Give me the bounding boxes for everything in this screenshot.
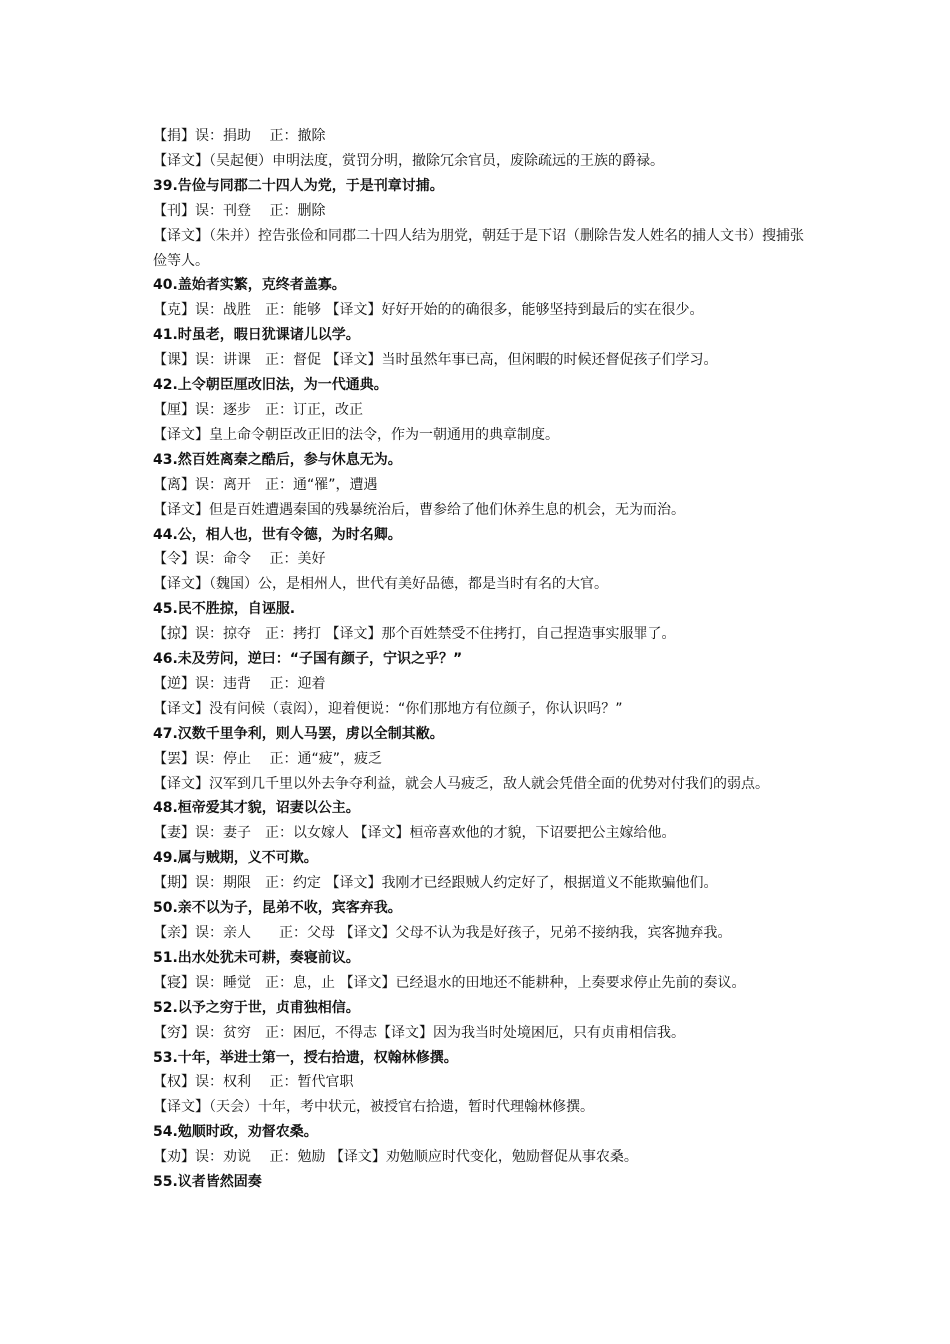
- entry-line: 【厘】误：逐步 正：订正，改正: [153, 401, 363, 418]
- document-body: [153, 124, 808, 1195]
- entry-line: 【课】误：讲课 正：督促 【译文】当时虽然年事已高，但闲暇的时候还督促孩子们学习。: [153, 352, 718, 369]
- sentence-heading: 55.议者皆然固奏: [153, 1174, 262, 1191]
- entry-line: 【劝】误：劝说 正：勉励 【译文】劝勉顺应时代变化，勉励督促从事农桑。: [153, 1149, 638, 1166]
- translation-line: 【译文】（天会）十年，考中状元，被授官右拾遗，暂时代理翰林修撰。: [153, 1099, 594, 1116]
- sentence-heading: 42.上令朝臣厘改旧法，为一代通典。: [153, 377, 388, 394]
- entry-line: 【克】误：战胜 正：能够 【译文】好好开始的的确很多，能够坚持到最后的实在很少。: [153, 302, 704, 319]
- entry-line: 【离】误：离开 正：通“罹”，遭遇: [153, 476, 378, 493]
- entry-line: 【令】误：命令 正：美好: [153, 551, 326, 568]
- translation-line: 【译文】但是百姓遭遇秦国的残暴统治后，曹参给了他们休养生息的机会，无为而治。: [153, 501, 685, 518]
- sentence-heading: 54.勉顺时政，劝督农桑。: [153, 1124, 318, 1141]
- entry-line: 【权】误：权利 正：暂代官职: [153, 1074, 354, 1091]
- entry-line: 【捐】误：捐助 正：撤除: [153, 128, 326, 144]
- sentence-heading: 41.时虽老，暇日犹课诸儿以学。: [153, 327, 360, 344]
- entry-line: 【逆】误：违背 正：迎着: [153, 675, 326, 692]
- sentence-heading: 53.十年，举进士第一，授右拾遗，权翰林修撰。: [153, 1049, 458, 1066]
- entry-line: 【寝】误：睡觉 正：息，止 【译文】已经退水的田地还不能耕种，上奏要求停止先前的奏议。: [153, 974, 746, 991]
- sentence-heading: 46.未及劳问，逆曰：“子国有颜子，宁识之乎？”: [153, 651, 463, 668]
- entry-line: 【期】误：期限 正：约定 【译文】我刚才已经跟贼人约定好了，根据道义不能欺骗他们。: [153, 875, 718, 892]
- sentence-heading: 50.亲不以为子，昆弟不收，宾客弃我。: [153, 900, 402, 917]
- sentence-heading: 44.公，相人也，世有令德，为时名卿。: [153, 526, 402, 543]
- sentence-heading: 43.然百姓离秦之酷后，参与休息无为。: [153, 451, 402, 468]
- sentence-heading: 47.汉数千里争利，则人马罢，虏以全制其敝。: [153, 725, 444, 742]
- translation-line: 【译文】（魏国）公，是相州人，世代有美好品德，都是当时有名的大官。: [153, 576, 608, 593]
- sentence-heading: 48.桓帝爱其才貌，诏妻以公主。: [153, 800, 360, 817]
- entry-line: 【穷】误：贫穷 正：困厄，不得志【译文】因为我当时处境困厄，只有贞甫相信我。: [153, 1024, 685, 1041]
- entry-line: 【罢】误：停止 正：通“疲”，疲乏: [153, 750, 382, 767]
- sentence-heading: 51.出水处犹未可耕，奏寝前议。: [153, 949, 360, 966]
- translation-line: 【译文】皇上命令朝臣改正旧的法令，作为一朝通用的典章制度。: [153, 426, 559, 443]
- entry-line: 【掠】误：掠夺 正：拷打 【译文】那个百姓禁受不住拷打，自己捏造事实服罪了。: [153, 626, 676, 643]
- translation-line: 【译文】（朱并）控告张俭和同郡二十四人结为朋党，朝廷于是下诏（删除告发人姓名的捕人文书）搜捕张俭等人。: [153, 227, 804, 269]
- entry-line: 【刊】误：刊登 正：删除: [153, 202, 326, 219]
- entry-line: 【妻】误：妻子 正：以女嫁人 【译文】桓帝喜欢他的才貌，下诏要把公主嫁给他。: [153, 825, 676, 842]
- translation-line: 【译文】没有问候（袁闳），迎着便说：“你们那地方有位颜子，你认识吗？”: [153, 700, 623, 717]
- entry-line: 【亲】误：亲人 正：父母 【译文】父母不认为我是好孩子，兄弟不接纳我，宾客抛弃我。: [153, 925, 732, 941]
- translation-line: 【译文】（吴起便）申明法度，赏罚分明，撤除冗余官员，废除疏远的王族的爵禄。: [153, 152, 664, 169]
- sentence-heading: 39.告俭与同郡二十四人为党，于是刊章讨捕。: [153, 177, 444, 194]
- sentence-heading: 45.民不胜掠，自诬服.: [153, 601, 296, 618]
- sentence-heading: 52.以予之穷于世，贞甫独相信。: [153, 999, 360, 1016]
- translation-line: 【译文】汉军到几千里以外去争夺利益，就会人马疲乏，敌人就会凭借全面的优势对付我们的弱点。: [153, 775, 769, 792]
- sentence-heading: 40.盖始者实繁，克终者盖寡。: [153, 277, 346, 294]
- sentence-heading: 49.属与贼期，义不可欺。: [153, 850, 318, 867]
